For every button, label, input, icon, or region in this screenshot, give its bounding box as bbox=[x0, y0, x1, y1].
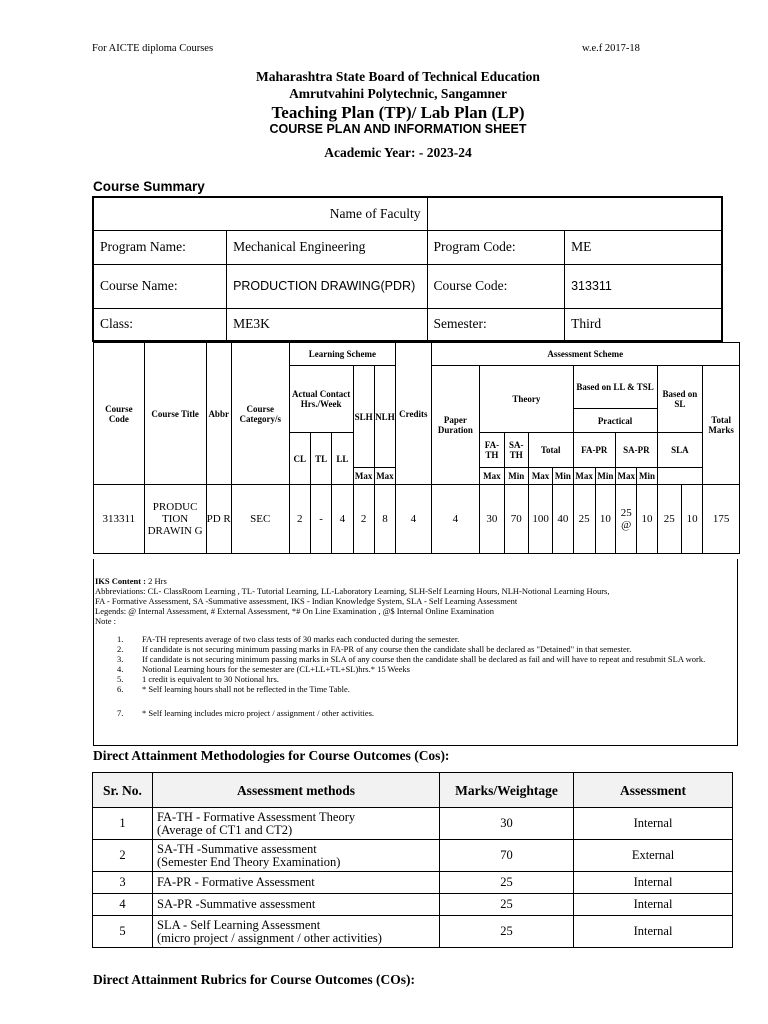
institute-title: Amrutvahini Polytechnic, Sangamner bbox=[289, 86, 507, 101]
h-credits: Credits bbox=[396, 343, 431, 485]
note-text: Notional Learning hours for the semester are (CL+LL+TL+SL)hrs.* 15 Weeks bbox=[142, 664, 410, 674]
h-max: Max bbox=[353, 468, 374, 485]
d-tl: - bbox=[310, 485, 331, 554]
table-row bbox=[93, 916, 733, 948]
rubrics-title: Direct Attainment Rubrics for Course Outcomes (COs): bbox=[93, 972, 415, 987]
method: FA-PR - Formative Assessment bbox=[153, 872, 440, 894]
h-based-on-sl: Based on SL bbox=[657, 366, 703, 433]
sr-no: 5 bbox=[93, 916, 153, 948]
semester-label: Semester: bbox=[427, 308, 565, 341]
course-row bbox=[93, 264, 722, 308]
scheme-table bbox=[93, 342, 740, 554]
sr-no: 2 bbox=[93, 840, 153, 872]
method-line-1: SLA - Self Learning Assessment bbox=[157, 917, 321, 932]
faculty-row bbox=[93, 197, 722, 230]
h-max: Max bbox=[573, 468, 595, 485]
course-code-label: Course Code: bbox=[427, 264, 565, 308]
sheet-title: COURSE PLAN AND INFORMATION SHEET bbox=[269, 122, 527, 136]
h-theory: Theory bbox=[480, 366, 573, 433]
h-tl: TL bbox=[310, 433, 331, 485]
h-fa-pr: FA-PR bbox=[573, 433, 616, 468]
note-item bbox=[117, 634, 737, 644]
d-sa-pr-max: 25 @ bbox=[616, 485, 637, 554]
class-value: ME3K bbox=[227, 308, 427, 341]
method-line-2: (Average of CT1 and CT2) bbox=[157, 822, 293, 837]
course-name-label: Course Name: bbox=[93, 264, 227, 308]
method bbox=[153, 916, 440, 948]
d-cl: 2 bbox=[289, 485, 310, 554]
method-line-2: (micro project / assignment / other activities) bbox=[157, 930, 382, 945]
attainment-title: Direct Attainment Methodologies for Course Outcomes (Cos): bbox=[93, 748, 450, 763]
note-text: FA-TH represents average of two class tests of 30 marks each conducted during the semester. bbox=[142, 634, 460, 644]
faculty-label: Name of Faculty bbox=[93, 197, 427, 230]
h-min: Min bbox=[504, 468, 528, 485]
h-min: Min bbox=[637, 468, 657, 485]
method-line-1: SA-TH -Summative assessment bbox=[157, 841, 317, 856]
h-assessment-scheme: Assessment Scheme bbox=[431, 343, 739, 366]
h-total-marks: Total Marks bbox=[703, 366, 740, 485]
note-text: * Self learning includes micro project / assignment / other activities. bbox=[142, 708, 375, 718]
class-label: Class: bbox=[93, 308, 227, 341]
note-item bbox=[117, 654, 737, 664]
h-based-on-ll-tsl: Based on LL & TSL bbox=[573, 366, 657, 409]
marks: 25 bbox=[440, 894, 574, 916]
h-learning-scheme: Learning Scheme bbox=[289, 343, 395, 366]
assessment-type: Internal bbox=[574, 808, 733, 840]
note-text: * Self learning hours shall not be reflected in the Time Table. bbox=[142, 684, 350, 694]
course-code-value: 313311 bbox=[565, 264, 722, 308]
marks: 25 bbox=[440, 916, 574, 948]
program-code-value: ME bbox=[565, 230, 722, 264]
h-max: Max bbox=[374, 468, 395, 485]
d-paper: 4 bbox=[431, 485, 480, 554]
h-cl: CL bbox=[289, 433, 310, 485]
class-row bbox=[93, 308, 722, 341]
note-text: If candidate is not securing minimum passing marks in FA-PR of any course then the candidate shall be declared as "Detained" in that semester. bbox=[142, 644, 632, 654]
d-ll: 4 bbox=[332, 485, 353, 554]
h-nlh: NLH bbox=[374, 366, 395, 468]
h-actual-contact: Actual Contact Hrs./Week bbox=[289, 366, 353, 433]
d-sa-pr-min: 10 bbox=[637, 485, 657, 554]
plan-title: Teaching Plan (TP)/ Lab Plan (LP) bbox=[271, 103, 525, 122]
abbreviations-line: Abbreviations: CL- ClassRoom Learning , TL- Tutorial Learning, LL-Laboratory Learning, SLH-Self Learning Hours, NLH-Notional Learning Hours, bbox=[95, 586, 610, 596]
h-ll: LL bbox=[332, 433, 353, 485]
note-text: If candidate is not securing minimum passing marks in SLA of any course then the candidate shall be declared as fail and will have to repeat and resubmit SLA work. bbox=[142, 654, 706, 664]
note-item bbox=[117, 674, 737, 684]
table-row bbox=[93, 840, 733, 872]
note-number: 5. bbox=[117, 674, 124, 684]
h-course-code: Course Code bbox=[94, 343, 145, 485]
note-number: 6. bbox=[117, 684, 124, 694]
h-min: Min bbox=[553, 468, 573, 485]
d-fa-pr-max: 25 bbox=[573, 485, 595, 554]
sr-no: 4 bbox=[93, 894, 153, 916]
h-min: Min bbox=[595, 468, 615, 485]
h-sla: SLA bbox=[657, 433, 703, 468]
method bbox=[153, 840, 440, 872]
note-number: 3. bbox=[117, 654, 124, 664]
h-sr-no: Sr. No. bbox=[93, 773, 153, 808]
method bbox=[153, 808, 440, 840]
note-text: 1 credit is equivalent to 30 Notional hrs. bbox=[142, 674, 279, 684]
d-category: SEC bbox=[231, 485, 289, 554]
attainment-header-row bbox=[93, 773, 733, 808]
h-fa-th: FA-TH bbox=[480, 433, 504, 468]
d-nlh: 8 bbox=[374, 485, 395, 554]
d-credits: 4 bbox=[396, 485, 431, 554]
abbreviations-line-2: FA - Formative Assessment, SA -Summative assessment, IKS - Indian Knowledge System, SLA - Self Learning Assessment bbox=[95, 596, 518, 606]
d-code: 313311 bbox=[94, 485, 145, 554]
notes-list bbox=[117, 634, 737, 718]
h-total: Total bbox=[528, 433, 573, 468]
semester-value: Third bbox=[565, 308, 722, 341]
h-paper-duration: Paper Duration bbox=[431, 366, 480, 485]
assessment-type: Internal bbox=[574, 894, 733, 916]
table-row bbox=[93, 894, 733, 916]
course-summary-title: Course Summary bbox=[93, 179, 205, 194]
d-slh: 2 bbox=[353, 485, 374, 554]
assessment-type: Internal bbox=[574, 916, 733, 948]
marks: 30 bbox=[440, 808, 574, 840]
h-max: Max bbox=[480, 468, 504, 485]
d-sla-max: 25 bbox=[657, 485, 681, 554]
course-name-value: PRODUCTION DRAWING(PDR) bbox=[227, 264, 427, 308]
legends-line: Legends: @ Internal Assessment, # External Assessment, *# On Line Examination , @$ Internal Online Examination bbox=[95, 606, 495, 616]
note-number: 7. bbox=[117, 708, 124, 718]
method-line-2: (Semester End Theory Examination) bbox=[157, 854, 341, 869]
scheme-data-row bbox=[94, 485, 740, 554]
h-marks-weightage: Marks/Weightage bbox=[440, 773, 574, 808]
h-max: Max bbox=[528, 468, 552, 485]
iks-value: 2 Hrs bbox=[146, 576, 167, 586]
h-practical: Practical bbox=[573, 409, 657, 433]
h-course-title: Course Title bbox=[144, 343, 206, 485]
method-line-1: FA-TH - Formative Assessment Theory bbox=[157, 809, 356, 824]
assessment-type: External bbox=[574, 840, 733, 872]
h-category: Course Category/s bbox=[231, 343, 289, 485]
course-summary-table bbox=[92, 196, 723, 342]
note-item bbox=[117, 644, 737, 654]
d-sla-min: 10 bbox=[681, 485, 702, 554]
attainment-table bbox=[92, 772, 733, 948]
marks: 70 bbox=[440, 840, 574, 872]
sr-no: 3 bbox=[93, 872, 153, 894]
d-total-min: 40 bbox=[553, 485, 573, 554]
d-title: PRODUC TION DRAWIN G bbox=[144, 485, 206, 554]
sr-no: 1 bbox=[93, 808, 153, 840]
table-row bbox=[93, 872, 733, 894]
d-fa-th-max: 30 bbox=[480, 485, 504, 554]
table-row bbox=[93, 808, 733, 840]
h-slh: SLH bbox=[353, 366, 374, 468]
note-number: 4. bbox=[117, 664, 124, 674]
d-fa-pr-min: 10 bbox=[595, 485, 615, 554]
h-sa-th: SA-TH bbox=[504, 433, 528, 468]
header-left: For AICTE diploma Courses bbox=[92, 43, 214, 54]
assessment-type: Internal bbox=[574, 872, 733, 894]
d-abbr: PD R bbox=[206, 485, 231, 554]
h-assessment: Assessment bbox=[574, 773, 733, 808]
marks: 25 bbox=[440, 872, 574, 894]
note-number: 1. bbox=[117, 634, 124, 644]
header-right: w.e.f 2017-18 bbox=[582, 43, 640, 54]
academic-year: Academic Year: - 2023-24 bbox=[324, 145, 472, 160]
program-row bbox=[93, 230, 722, 264]
note-number: 2. bbox=[117, 644, 124, 654]
faculty-value bbox=[427, 197, 722, 230]
iks-line bbox=[95, 576, 737, 586]
method: SA-PR -Summative assessment bbox=[153, 894, 440, 916]
program-code-label: Program Code: bbox=[427, 230, 565, 264]
program-name-label: Program Name: bbox=[93, 230, 227, 264]
scheme-header-row-1 bbox=[94, 343, 740, 366]
d-total-marks: 175 bbox=[703, 485, 740, 554]
iks-label: IKS Content : bbox=[95, 576, 147, 586]
note-label: Note : bbox=[95, 616, 117, 626]
note-item bbox=[117, 708, 737, 718]
program-name-value: Mechanical Engineering bbox=[227, 230, 427, 264]
h-max: Max bbox=[616, 468, 637, 485]
d-sa-th-max: 70 bbox=[504, 485, 528, 554]
h-assessment-methods: Assessment methods bbox=[153, 773, 440, 808]
h-abbr: Abbr bbox=[206, 343, 231, 485]
d-total-max: 100 bbox=[528, 485, 552, 554]
notes-box bbox=[93, 559, 738, 746]
note-item bbox=[117, 684, 737, 694]
note-item bbox=[117, 664, 737, 674]
board-title: Maharashtra State Board of Technical Education bbox=[256, 69, 540, 84]
h-sa-pr: SA-PR bbox=[616, 433, 658, 468]
